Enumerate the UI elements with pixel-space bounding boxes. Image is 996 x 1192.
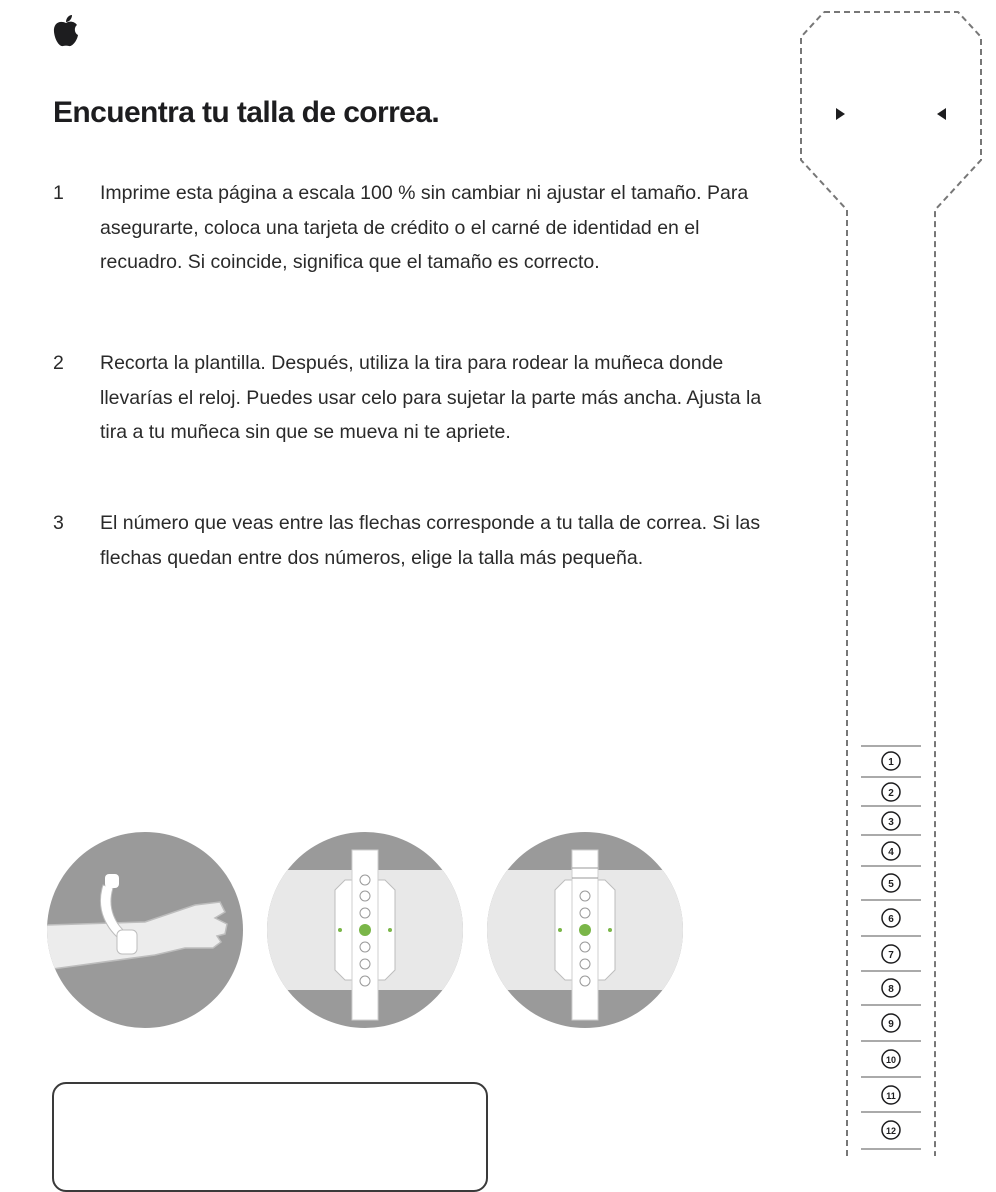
instructions-list (53, 176, 773, 575)
apple-logo-icon (52, 14, 80, 48)
page-title: Encuentra tu talla de correa. (53, 96, 440, 129)
size-label: 6 (888, 914, 894, 925)
size-label: 3 (888, 817, 894, 828)
size-label: 10 (885, 1055, 897, 1065)
size-label: 12 (885, 1126, 897, 1136)
size-label: 2 (888, 788, 894, 799)
step-number: 2 (53, 352, 64, 374)
step-text: El número que veas entre las flechas corresponde a tu talla de correa. Si las flechas quedan entre dos números, elige la talla más pequeña. (100, 512, 761, 569)
size-label: 7 (888, 950, 894, 961)
size-label: 11 (886, 1091, 896, 1101)
size-label: 9 (888, 1019, 894, 1030)
size-label: 5 (888, 879, 894, 890)
arrow-right-icon (836, 108, 845, 120)
arrow-left-icon (937, 108, 946, 120)
size-label: 8 (888, 984, 894, 995)
step-number: 1 (53, 182, 64, 204)
sizing-band-template (796, 10, 986, 1156)
band-size-3-selected-icon (485, 830, 685, 1030)
band-size-4-selected-icon (265, 830, 465, 1030)
step-text: Imprime esta página a escala 100 % sin cambiar ni ajustar el tamaño. Para asegurarte, coloca una tarjeta de crédito o el carné de identidad en el recuadro. Si coincide, significa que el tamaño es correcto. (100, 182, 749, 273)
instruction-step (53, 346, 773, 506)
illustrations-row (45, 830, 685, 1030)
card-size-check-box (52, 1082, 488, 1192)
wrist-wrap-icon (45, 830, 245, 1030)
step-number: 3 (53, 512, 64, 534)
size-label: 4 (888, 847, 894, 858)
step-text: Recorta la plantilla. Después, utiliza la tira para rodear la muñeca donde llevarías el reloj. Puedes usar celo para sujetar la parte más ancha. Ajusta la tira a tu muñeca sin que se mueva ni te apriete. (100, 352, 762, 443)
size-label: 1 (888, 757, 894, 768)
instruction-step (53, 506, 773, 575)
instruction-step (53, 176, 773, 346)
